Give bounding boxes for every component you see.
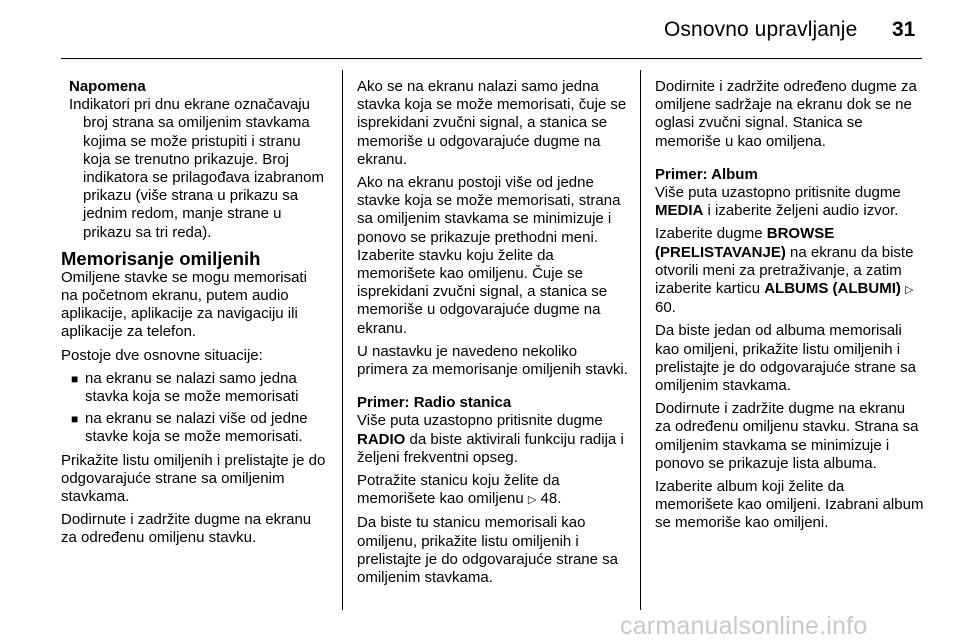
page-reference-icon: ▷: [527, 494, 537, 507]
paragraph: Omiljene stavke se mogu memorisati na početnom ekranu, putem audio aplikacije, aplikacije za navigaciju ili aplikacije za telefon.: [61, 268, 307, 341]
bullet-icon: ■: [71, 412, 79, 427]
column-2: [357, 78, 629, 592]
paragraph: U nastavku je navedeno nekoliko primera za memorisanje omiljenih stavki.: [357, 342, 628, 379]
tab-name: ALBUMS (ALBUMI): [764, 280, 901, 298]
list-item-text: na ekranu se nalazi više od jedne stavke koja se može memorisati.: [85, 410, 308, 446]
paragraph: Dodirnute i zadržite dugme na ekranu za određenu omiljenu stavku.: [61, 511, 312, 547]
list-item: [61, 370, 327, 406]
page-reference[interactable]: 60.: [655, 299, 676, 317]
button-name: RADIO: [357, 430, 406, 448]
paragraph: Više puta uzastopno pritisnite dugme RADIO da biste aktivirali funkciju radija i željeni frekventni opseg.: [357, 412, 624, 466]
paragraph: Više puta uzastopno pritisnite dugme MEDIA i izaberite željeni audio izvor.: [655, 184, 901, 220]
note-title: Napomena: [69, 78, 146, 95]
paragraph: Potražite stanicu koju želite da memorišete kao omiljenu ▷ 48.: [357, 472, 562, 508]
example-title: Primer: Radio stanica: [357, 394, 512, 412]
paragraph: Izaberite dugme BROWSE (PRELISTAVANJE) na ekranu da biste otvorili meni za pretraživanje, a zatim izaberite karticu ALBUMS (ALBUMI) ▷ 60.: [655, 225, 914, 317]
paragraph: Dodirnute i zadržite dugme na ekranu za određenu omiljenu stavku. Strana sa omiljenim stavkama se minimizuje i ponovo se prikazuje lista albuma.: [655, 400, 919, 472]
list-item: [61, 410, 327, 446]
section-heading: Memorisanje omiljenih: [61, 247, 261, 269]
paragraph: Izaberite album koji želite da memorišete kao omiljeni. Izabrani album se memoriše kao omiljeni.: [655, 478, 924, 532]
column-3: [655, 78, 925, 538]
paragraph: Dodirnite i zadržite određeno dugme za omiljene sadržaje na ekranu dok se ne oglasi zvučni signal. Stanica se memoriše u kao omiljena.: [655, 78, 917, 150]
column-1: [61, 78, 327, 553]
paragraph: Da biste tu stanicu memorisali kao omiljenu, prikažite listu omiljenih i prelistajte je do odgovarajuće strane sa omiljenim stavkama.: [357, 514, 618, 587]
paragraph: Postoje dve osnovne situacije:: [61, 346, 263, 364]
page-reference[interactable]: 48.: [540, 490, 562, 508]
page-header-title: Osnovno upravljanje: [664, 18, 858, 41]
note-text: Indikatori pri dnu ekrane označavaju broj strana sa omiljenim stavkama kojima se može pristupiti i stranu koja se trenutno prikazuje. Broj indikatora se prilagođava izabranom prikazu (više strana u prikazu sa jednim redom, manje strane u prikazu sa tri reda).: [69, 96, 324, 241]
paragraph: Da biste jedan od albuma memorisali kao omiljeni, prikažite listu omiljenih i prelistajte je do odgovarajuće strane sa omiljenim stavkama.: [655, 322, 916, 395]
watermark: carmanualsonline.info: [620, 612, 868, 640]
page-number: 31: [892, 18, 916, 41]
button-name: BROWSE (PRELISTAVANJE): [655, 225, 835, 261]
note-box: [61, 78, 327, 242]
paragraph: Ako se na ekranu nalazi samo jedna stavka koja se može memorisati, čuje se isprekidani zvučni signal, a stanica se memoriše u odgovarajuće dugme na ekranu.: [357, 78, 627, 168]
button-name: MEDIA: [655, 202, 704, 220]
paragraph: Prikažite listu omiljenih i prelistajte je do odgovarajuće strane sa omiljenim stavkama.: [61, 451, 326, 506]
header-divider: [61, 58, 922, 59]
column-divider-1: [342, 70, 343, 610]
page-reference-icon: ▷: [905, 284, 914, 297]
example-title: Primer: Album: [655, 165, 758, 183]
column-divider-2: [640, 70, 641, 610]
list-item-text: na ekranu se nalazi samo jedna stavka koja se može memorisati: [85, 369, 299, 406]
bullet-list: [61, 370, 327, 447]
paragraph: Ako na ekranu postoji više od jedne stavke koja se može memorisati, strana sa omiljenim stavkama se minimizuje i ponovo se prikazuje prethodni meni. Izaberite stavku koju želite da memorišete kao omiljenu. Čuje se isprekidani zvučni signal, a stanica se memoriše u odgovarajuće dugme na ekranu.: [357, 174, 621, 337]
bullet-icon: ■: [71, 371, 79, 386]
